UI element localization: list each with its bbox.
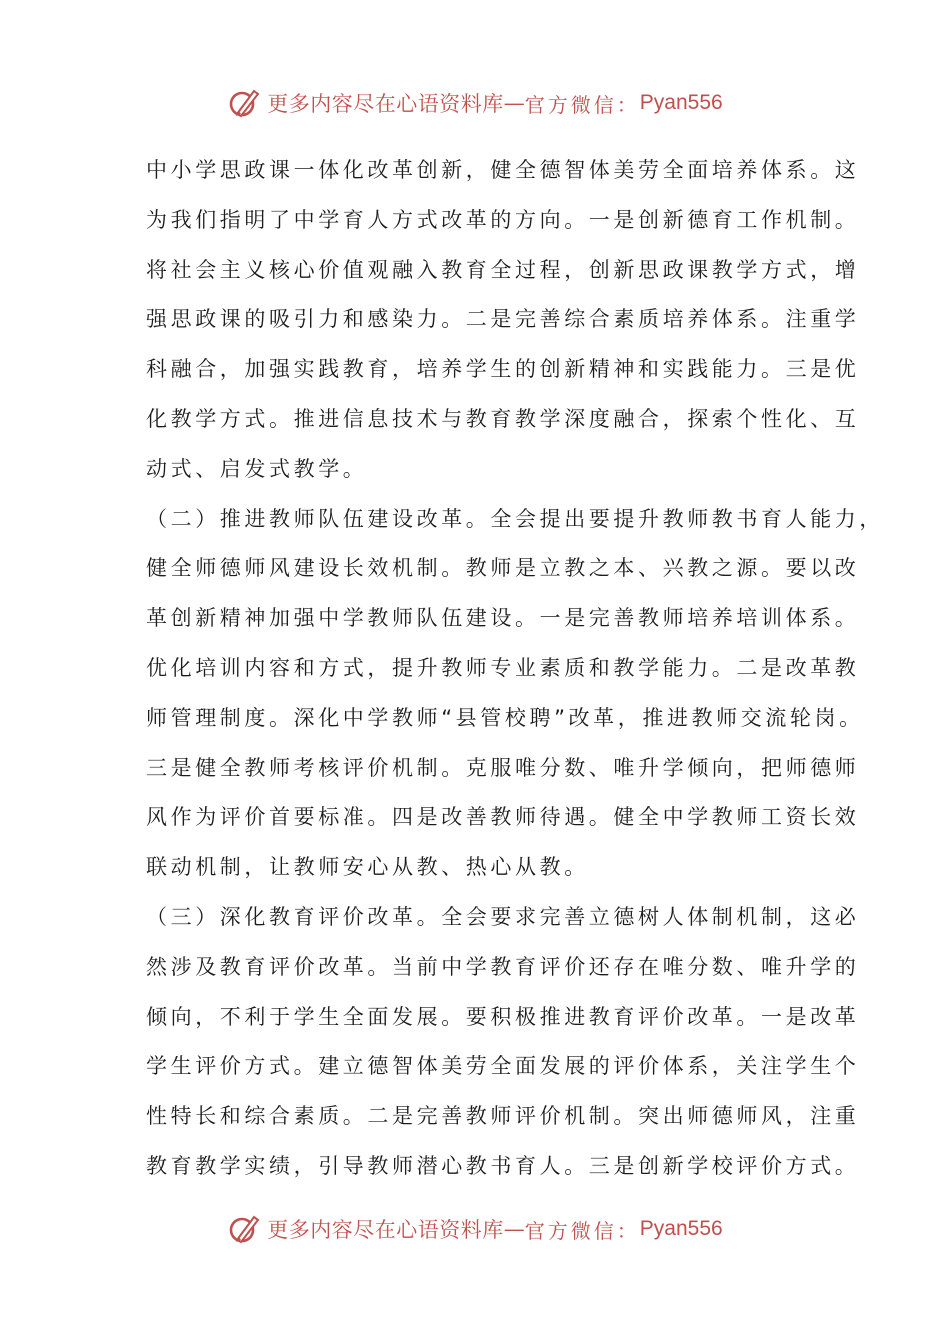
text-line: 科融合，加强实践教育，培养学生的创新精神和实践能力。三是优 — [146, 357, 860, 382]
text-line: 健全师德师风建设长效机制。教师是立教之本、兴教之源。要以改 — [146, 556, 860, 581]
text-line: 动式、启发式教学。 — [146, 456, 368, 481]
text-line: 优化培训内容和方式，提升教师专业素质和教学能力。二是改革教 — [146, 655, 860, 680]
text-line: 革创新精神加强中学教师队伍建设。一是完善教师培养培训体系。 — [146, 606, 860, 631]
section-heading-line: （三）深化教育评价改革。全会要求完善立德树人体制机制，这必 — [146, 904, 860, 929]
text-line: 为我们指明了中学育人方式改革的方向。一是创新德育工作机制。 — [146, 207, 860, 232]
banner-separator: — — [503, 91, 525, 115]
banner-wechat-label: 官方微信： — [524, 1218, 640, 1243]
text-line: 师管理制度。深化中学教师“县管校聘”改革，推进教师交流轮岗。 — [146, 705, 864, 730]
header-banner — [0, 83, 950, 123]
text-line: 学生评价方式。建立德智体美劳全面发展的评价体系，关注学生个 — [146, 1054, 860, 1079]
text-line: 倾向，不利于学生全面发展。要积极推进教育评价改革。一是改革 — [146, 1004, 860, 1029]
text-line: 三是健全教师考核评价机制。克服唯分数、唯升学倾向，把师德师 — [146, 755, 860, 780]
text-line: 联动机制，让教师安心从教、热心从教。 — [146, 855, 589, 880]
pen-nib-logo-icon — [227, 86, 261, 120]
footer-banner — [0, 1209, 950, 1249]
banner-separator: — — [503, 1217, 525, 1241]
text-line: 然涉及教育评价改革。当前中学教育评价还存在唯分数、唯升学的 — [146, 954, 860, 979]
text-line: 风作为评价首要标准。四是改善教师待遇。健全中学教师工资长效 — [146, 805, 860, 830]
banner-slogan: 更多内容尽在心语资料库 — [267, 92, 504, 116]
section-heading-line: （二）推进教师队伍建设改革。全会提出要提升教师教书育人能力， — [146, 506, 884, 531]
text-line: 教育教学实绩，引导教师潜心教书育人。三是创新学校评价方式。 — [146, 1153, 860, 1178]
banner-wechat-id: Pyan556 — [639, 91, 723, 114]
text-line: 中小学思政课一体化改革创新，健全德智体美劳全面培养体系。这 — [146, 158, 860, 182]
text-line: 将社会主义核心价值观融入教育全过程，创新思政课教学方式，增 — [146, 257, 860, 282]
banner-wechat-id: Pyan556 — [639, 1217, 723, 1240]
banner-slogan: 更多内容尽在心语资料库 — [267, 1218, 504, 1242]
text-line: 强思政课的吸引力和感染力。二是完善综合素质培养体系。注重学 — [146, 307, 860, 332]
banner-wechat-label: 官方微信： — [524, 92, 640, 117]
text-line: 化教学方式。推进信息技术与教育教学深度融合，探索个性化、互 — [146, 406, 860, 431]
text-line: 性特长和综合素质。二是完善教师评价机制。突出师德师风，注重 — [146, 1104, 860, 1129]
pen-nib-logo-icon — [227, 1212, 261, 1246]
document-body — [146, 146, 884, 1192]
